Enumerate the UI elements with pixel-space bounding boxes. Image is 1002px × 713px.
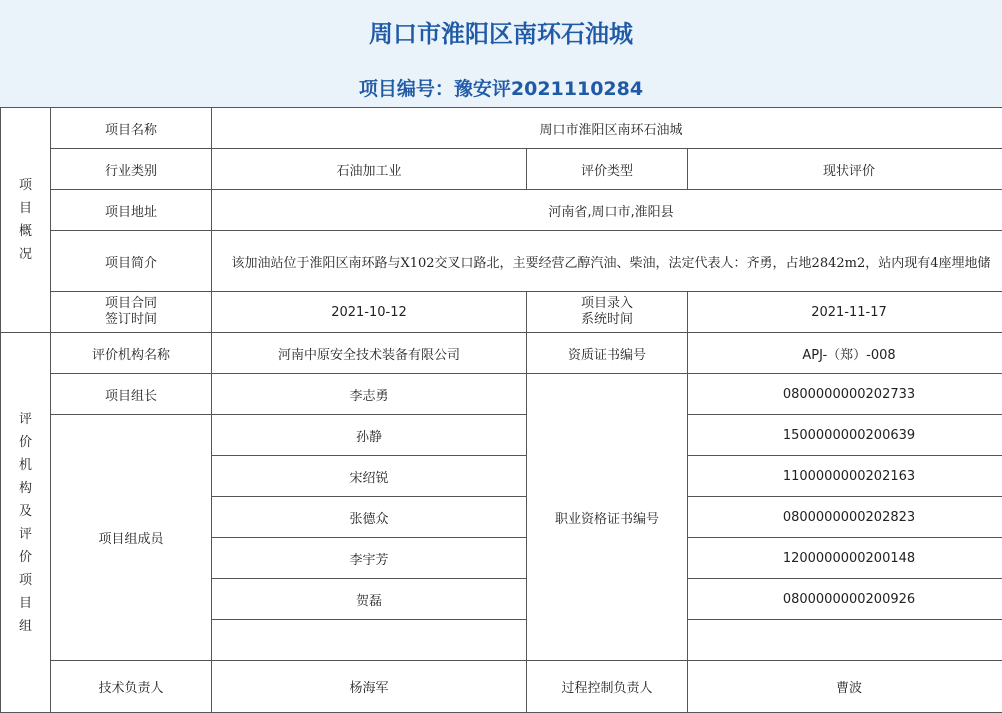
member-empty-cert: [688, 620, 1002, 661]
member-empty-name: [212, 620, 527, 661]
member-name: 孙静: [212, 415, 527, 456]
project-name-label: 项目名称: [51, 108, 212, 149]
leader-cert: 0800000000202733: [688, 374, 1002, 415]
member-cert: 0800000000200926: [688, 579, 1002, 620]
row-org: [1, 333, 1002, 374]
intro-label: 项目简介: [51, 231, 212, 292]
member-name: 贺磊: [212, 579, 527, 620]
eval-type-value: 现状评价: [688, 149, 1002, 190]
member-name: 李宇芳: [212, 538, 527, 579]
member-cert: 0800000000202823: [688, 497, 1002, 538]
eval-type-label: 评价类型: [527, 149, 688, 190]
cert-value: APJ-（郑）-008: [688, 333, 1002, 374]
contract-time-value: 2021-10-12: [212, 292, 527, 333]
row-leader: [1, 374, 1002, 415]
row-address: [1, 190, 1002, 231]
org-name-label: 评价机构名称: [51, 333, 212, 374]
qual-cert-label: 职业资格证书编号: [527, 374, 688, 661]
row-intro: [1, 231, 1002, 292]
section-overview-label: 项目概况: [1, 108, 51, 333]
member-cert: 1200000000200148: [688, 538, 1002, 579]
address-value: 河南省,周口市,淮阳县: [212, 190, 1002, 231]
row-times: [1, 292, 1002, 333]
industry-label: 行业类别: [51, 149, 212, 190]
industry-value: 石油加工业: [212, 149, 527, 190]
cert-label: 资质证书编号: [527, 333, 688, 374]
project-name-value: 周口市淮阳区南环石油城: [212, 108, 1002, 149]
member-cert: 1500000000200639: [688, 415, 1002, 456]
intro-value: 该加油站位于淮阳区南环路与X102交叉口路北，主要经营乙醇汽油、柴油，法定代表人：齐勇，占地2842m2，站内现有4座埋地储: [212, 231, 1002, 292]
org-name-value: 河南中原安全技术装备有限公司: [212, 333, 527, 374]
row-leads: [1, 661, 1002, 713]
process-lead-label: 过程控制负责人: [527, 661, 688, 713]
page-header: [0, 0, 1002, 108]
process-lead-value: 曹波: [688, 661, 1002, 713]
section-org-label: 评价机构及评价项目组: [1, 333, 51, 713]
tech-lead-value: 杨海军: [212, 661, 527, 713]
leader-name: 李志勇: [212, 374, 527, 415]
page-title: 周口市淮阳区南环石油城: [0, 14, 1002, 49]
address-label: 项目地址: [51, 190, 212, 231]
member-cert: 1100000000202163: [688, 456, 1002, 497]
leader-label: 项目组长: [51, 374, 212, 415]
row-project-name: [1, 108, 1002, 149]
contract-time-label: 项目合同 签订时间: [51, 292, 212, 333]
tech-lead-label: 技术负责人: [51, 661, 212, 713]
members-label: 项目组成员: [51, 415, 212, 661]
project-number: 项目编号：豫安评2021110284: [0, 74, 1002, 101]
row-member: [1, 415, 1002, 456]
row-industry: [1, 149, 1002, 190]
project-info-table: [0, 107, 1002, 713]
entry-time-value: 2021-11-17: [688, 292, 1002, 333]
member-name: 宋绍锐: [212, 456, 527, 497]
member-name: 张德众: [212, 497, 527, 538]
entry-time-label: 项目录入 系统时间: [527, 292, 688, 333]
